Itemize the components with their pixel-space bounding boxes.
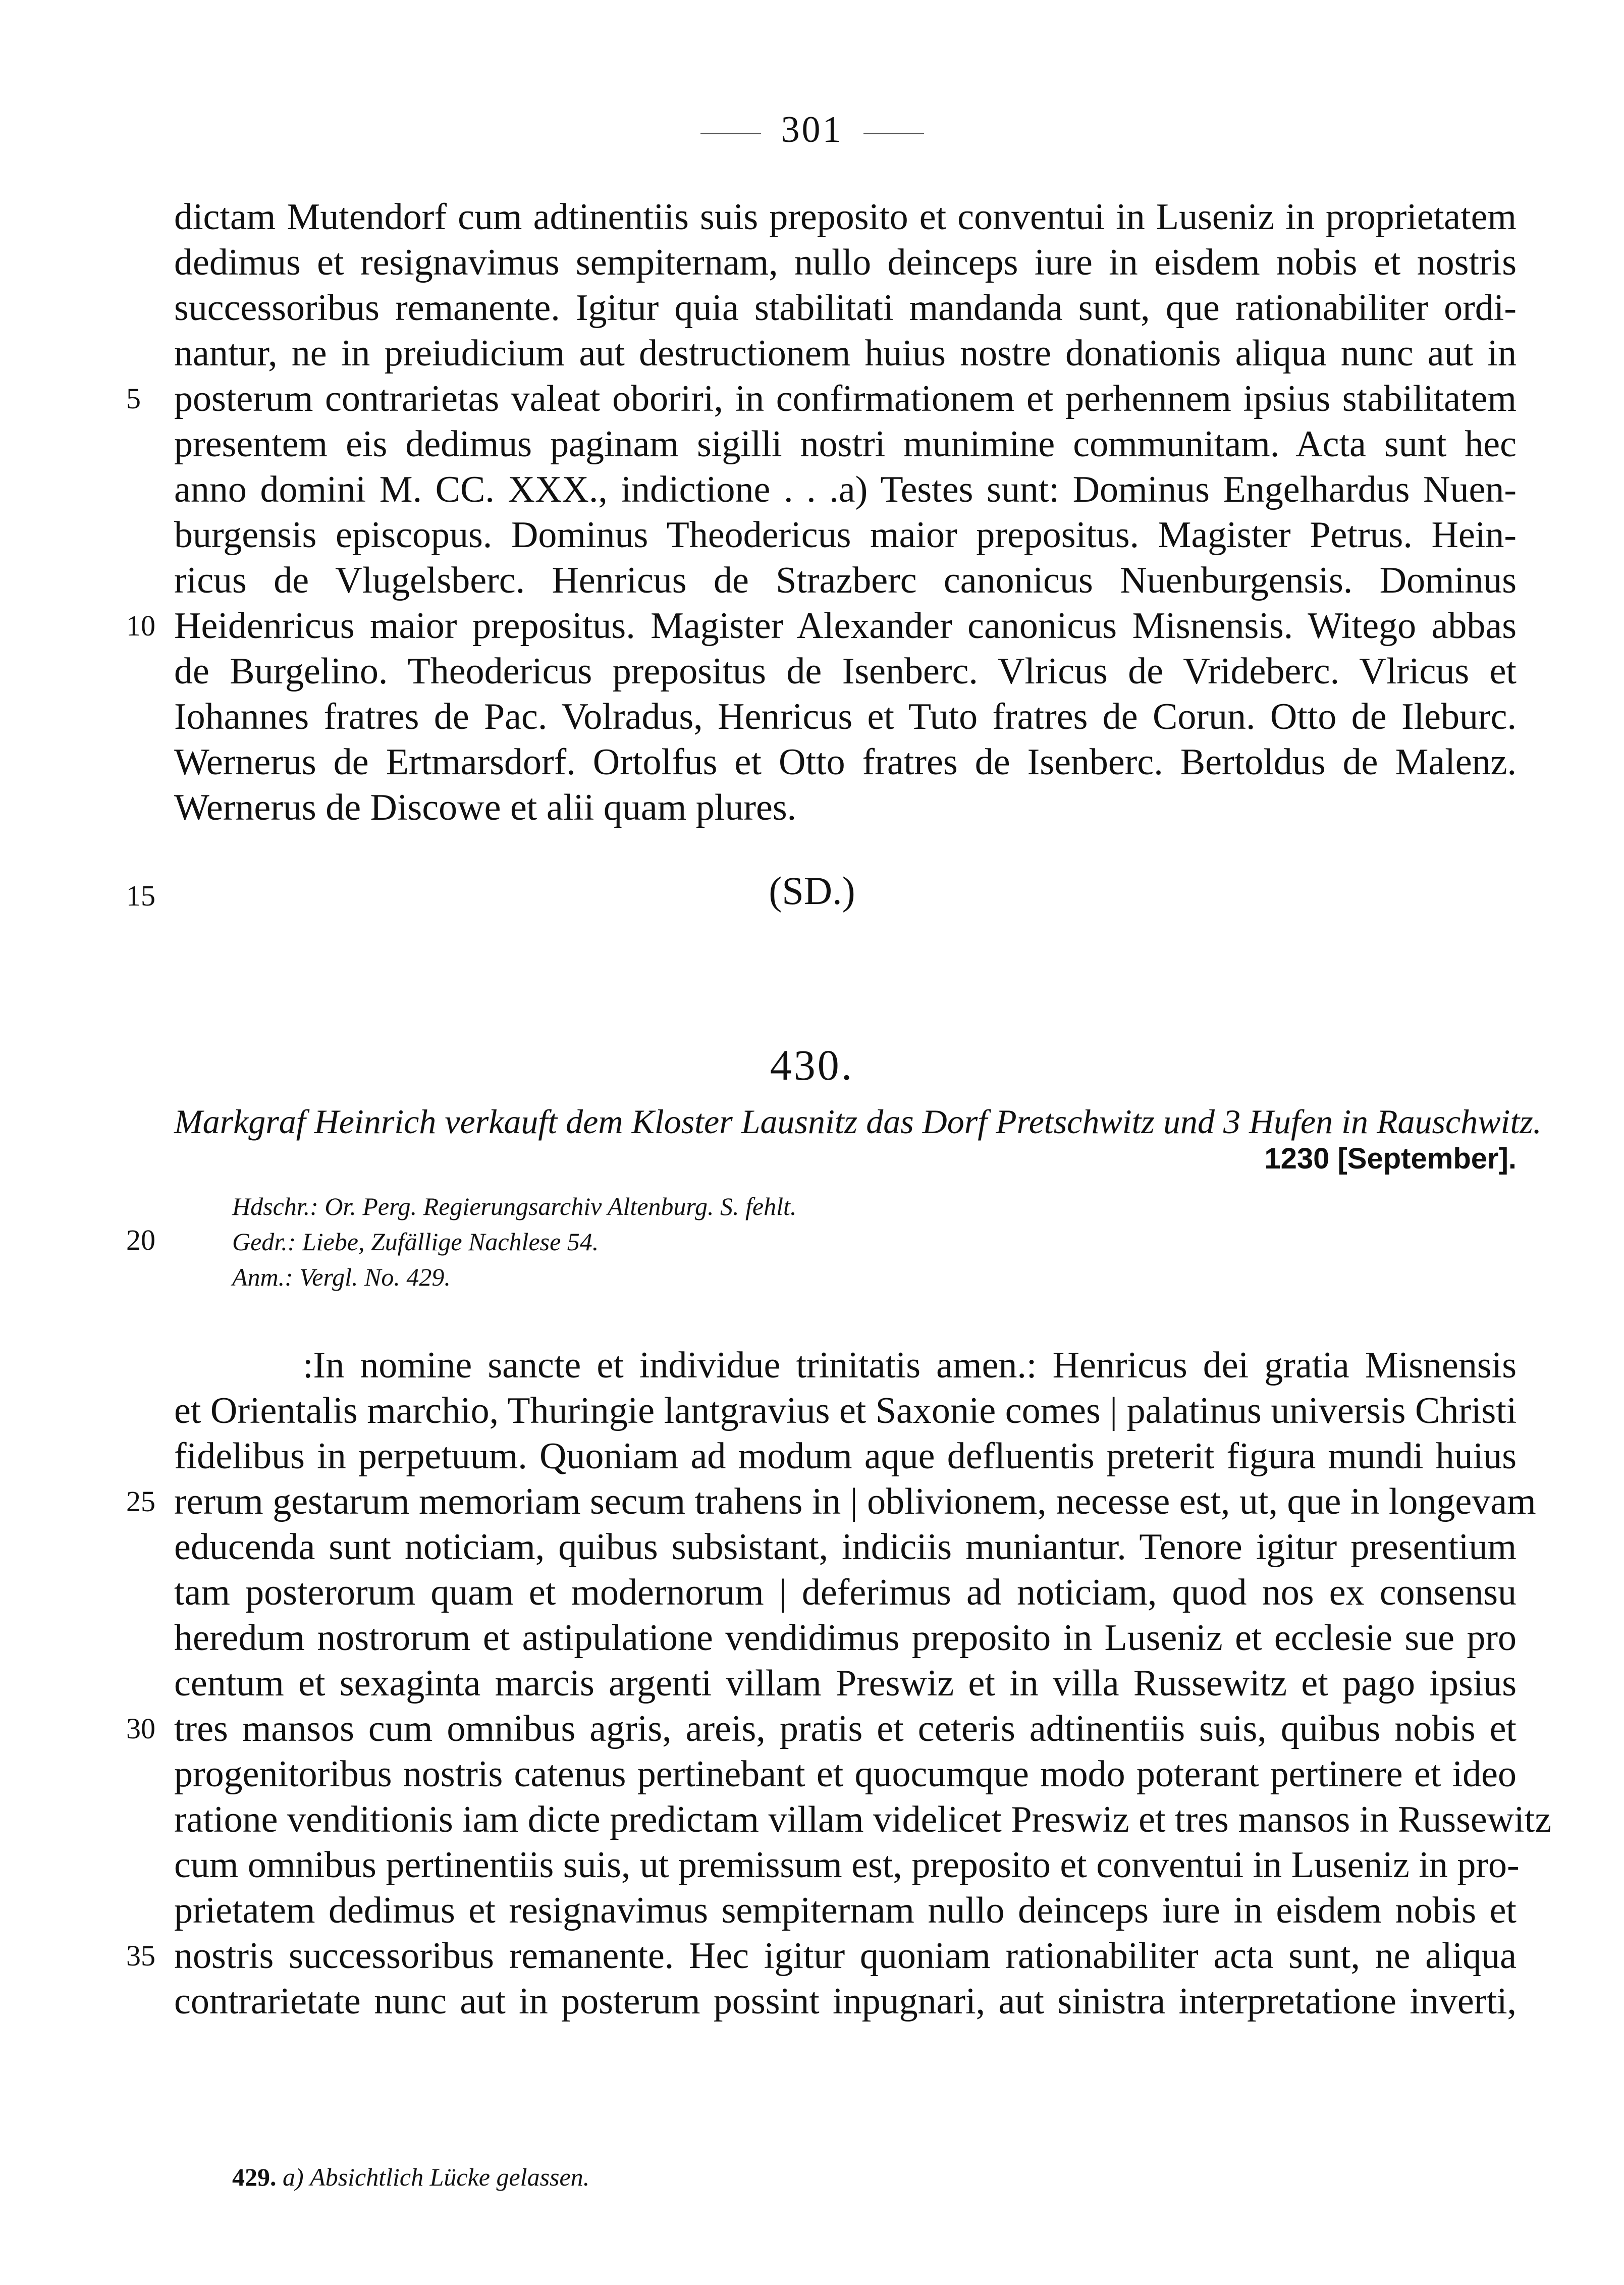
line-number: 30 — [126, 1712, 155, 1745]
text-line: burgensis episcopus. Dominus Theodericus maior prepositus. Magister Petrus. Hein- — [174, 514, 1517, 556]
line-number: 15 — [126, 879, 155, 912]
header-rule-left — [700, 133, 761, 134]
line-number: 25 — [126, 1485, 155, 1518]
text-line: rerum gestarum memoriam secum trahens in | oblivionem, necesse est, ut, que in longevam — [174, 1481, 1536, 1522]
text-line: Wernerus de Discowe et alii quam plures. — [174, 787, 797, 828]
text-line: dedimus et resignavimus sempiternam, nullo deinceps iure in eisdem nobis et nostris — [174, 242, 1517, 283]
print-note: Gedr.: Liebe, Zufällige Nachlese 54. — [232, 1228, 599, 1256]
text-line: contrarietate nunc aut in posterum possint inpugnari, aut sinistra interpretatione inverti, — [174, 1981, 1517, 2022]
text-line: tres mansos cum omnibus agris, areis, pratis et ceteris adtinentiis suis, quibus nobis et — [174, 1708, 1517, 1749]
footnote-mark: a) — [283, 2163, 304, 2191]
line-number: 20 — [126, 1224, 155, 1256]
footnote — [232, 2159, 589, 2195]
line-number: 5 — [126, 382, 141, 415]
text-line: heredum nostrorum et astipulatione vendidimus preposito in Luseniz et ecclesie sue pro — [174, 1617, 1517, 1659]
page-header — [0, 109, 1624, 151]
text-line: presentem eis dedimus paginam sigilli nostri munimine communitam. Acta sunt hec — [174, 423, 1517, 465]
header-rule-right — [863, 133, 924, 134]
page-number: 301 — [781, 109, 843, 150]
text-line: nantur, ne in preiudicium aut destructionem huius nostre donationis aliqua nunc aut in — [174, 333, 1517, 374]
text-line: posterum contrarietas valeat oboriri, in confirmationem et perhennem ipsius stabilitatem — [174, 378, 1517, 419]
text-line: prietatem dedimus et resignavimus sempiternam nullo deinceps iure in eisdem nobis et — [174, 1890, 1517, 1931]
text-line: ratione venditionis iam dicte predictam villam videlicet Preswiz et tres mansos in Russewitz — [174, 1799, 1552, 1840]
text-line: :In nomine sancte et individue trinitatis amen.: Henricus dei gratia Misnensis — [303, 1345, 1517, 1386]
text-line: Heidenricus maior prepositus. Magister Alexander canonicus Misnensis. Witego abbas — [174, 605, 1517, 647]
text-line: educenda sunt noticiam, quibus subsistant, indiciis muniantur. Tenore igitur presentium — [174, 1526, 1517, 1568]
text-line: ricus de Vlugelsberc. Henricus de Strazberc canonicus Nuenburgensis. Dominus — [174, 560, 1517, 601]
manuscript-note: Hdschr.: Or. Perg. Regierungsarchiv Altenburg. S. fehlt. — [232, 1192, 797, 1220]
text-line: de Burgelino. Theodericus prepositus de Isenberc. Vlricus de Vrideberc. Vlricus et — [174, 651, 1517, 692]
regest-summary: Markgraf Heinrich verkauft dem Kloster Lausnitz das Dorf Pretschwitz und 3 Hufen in Rauschwitz. — [174, 1102, 1542, 1141]
text-line: progenitoribus nostris catenus pertinebant et quocumque modo poterant pertinere et ideo — [174, 1753, 1517, 1795]
line-number: 35 — [126, 1939, 155, 1972]
text-line: cum omnibus pertinentiis suis, ut premissum est, preposito et conventui in Luseniz in pro- — [174, 1844, 1520, 1886]
seal-note: (SD.) — [769, 869, 855, 913]
text-line: dictam Mutendorf cum adtinentiis suis preposito et conventui in Luseniz in proprietatem — [174, 196, 1517, 238]
text-line: Iohannes fratres de Pac. Volradus, Henricus et Tuto fratres de Corun. Otto de Ileburc. — [174, 696, 1517, 737]
text-line: et Orientalis marchio, Thuringie lantgravius et Saxonie comes | palatinus universis Christi — [174, 1390, 1517, 1431]
text-line: fidelibus in perpetuum. Quoniam ad modum aque defluentis preterit figura mundi huius — [174, 1436, 1517, 1477]
text-line: nostris successoribus remanente. Hec igitur quoniam rationabiliter acta sunt, ne aliqua — [174, 1935, 1517, 1977]
remark-note: Anm.: Vergl. No. 429. — [232, 1263, 451, 1291]
text-line: centum et sexaginta marcis argenti villam Preswiz et in villa Russewitz et pago ipsius — [174, 1663, 1517, 1704]
document-date: 1230 [September]. — [1264, 1142, 1517, 1175]
text-line: tam posterorum quam et modernorum | deferimus ad noticiam, quod nos ex consensu — [174, 1572, 1517, 1613]
footnote-text: Absichtlich Lücke gelassen. — [310, 2163, 590, 2191]
line-number: 10 — [126, 609, 155, 642]
text-line: anno domini M. CC. XXX., indictione . . .a) Testes sunt: Dominus Engelhardus Nuen- — [174, 469, 1517, 510]
footnote-ref: 429. — [232, 2163, 277, 2191]
text-line: Wernerus de Ertmarsdorf. Ortolfus et Otto fratres de Isenberc. Bertoldus de Malenz. — [174, 741, 1517, 783]
text-line: successoribus remanente. Igitur quia stabilitati mandanda sunt, que rationabiliter ordi- — [174, 287, 1517, 329]
document-number: 430. — [770, 1041, 854, 1089]
